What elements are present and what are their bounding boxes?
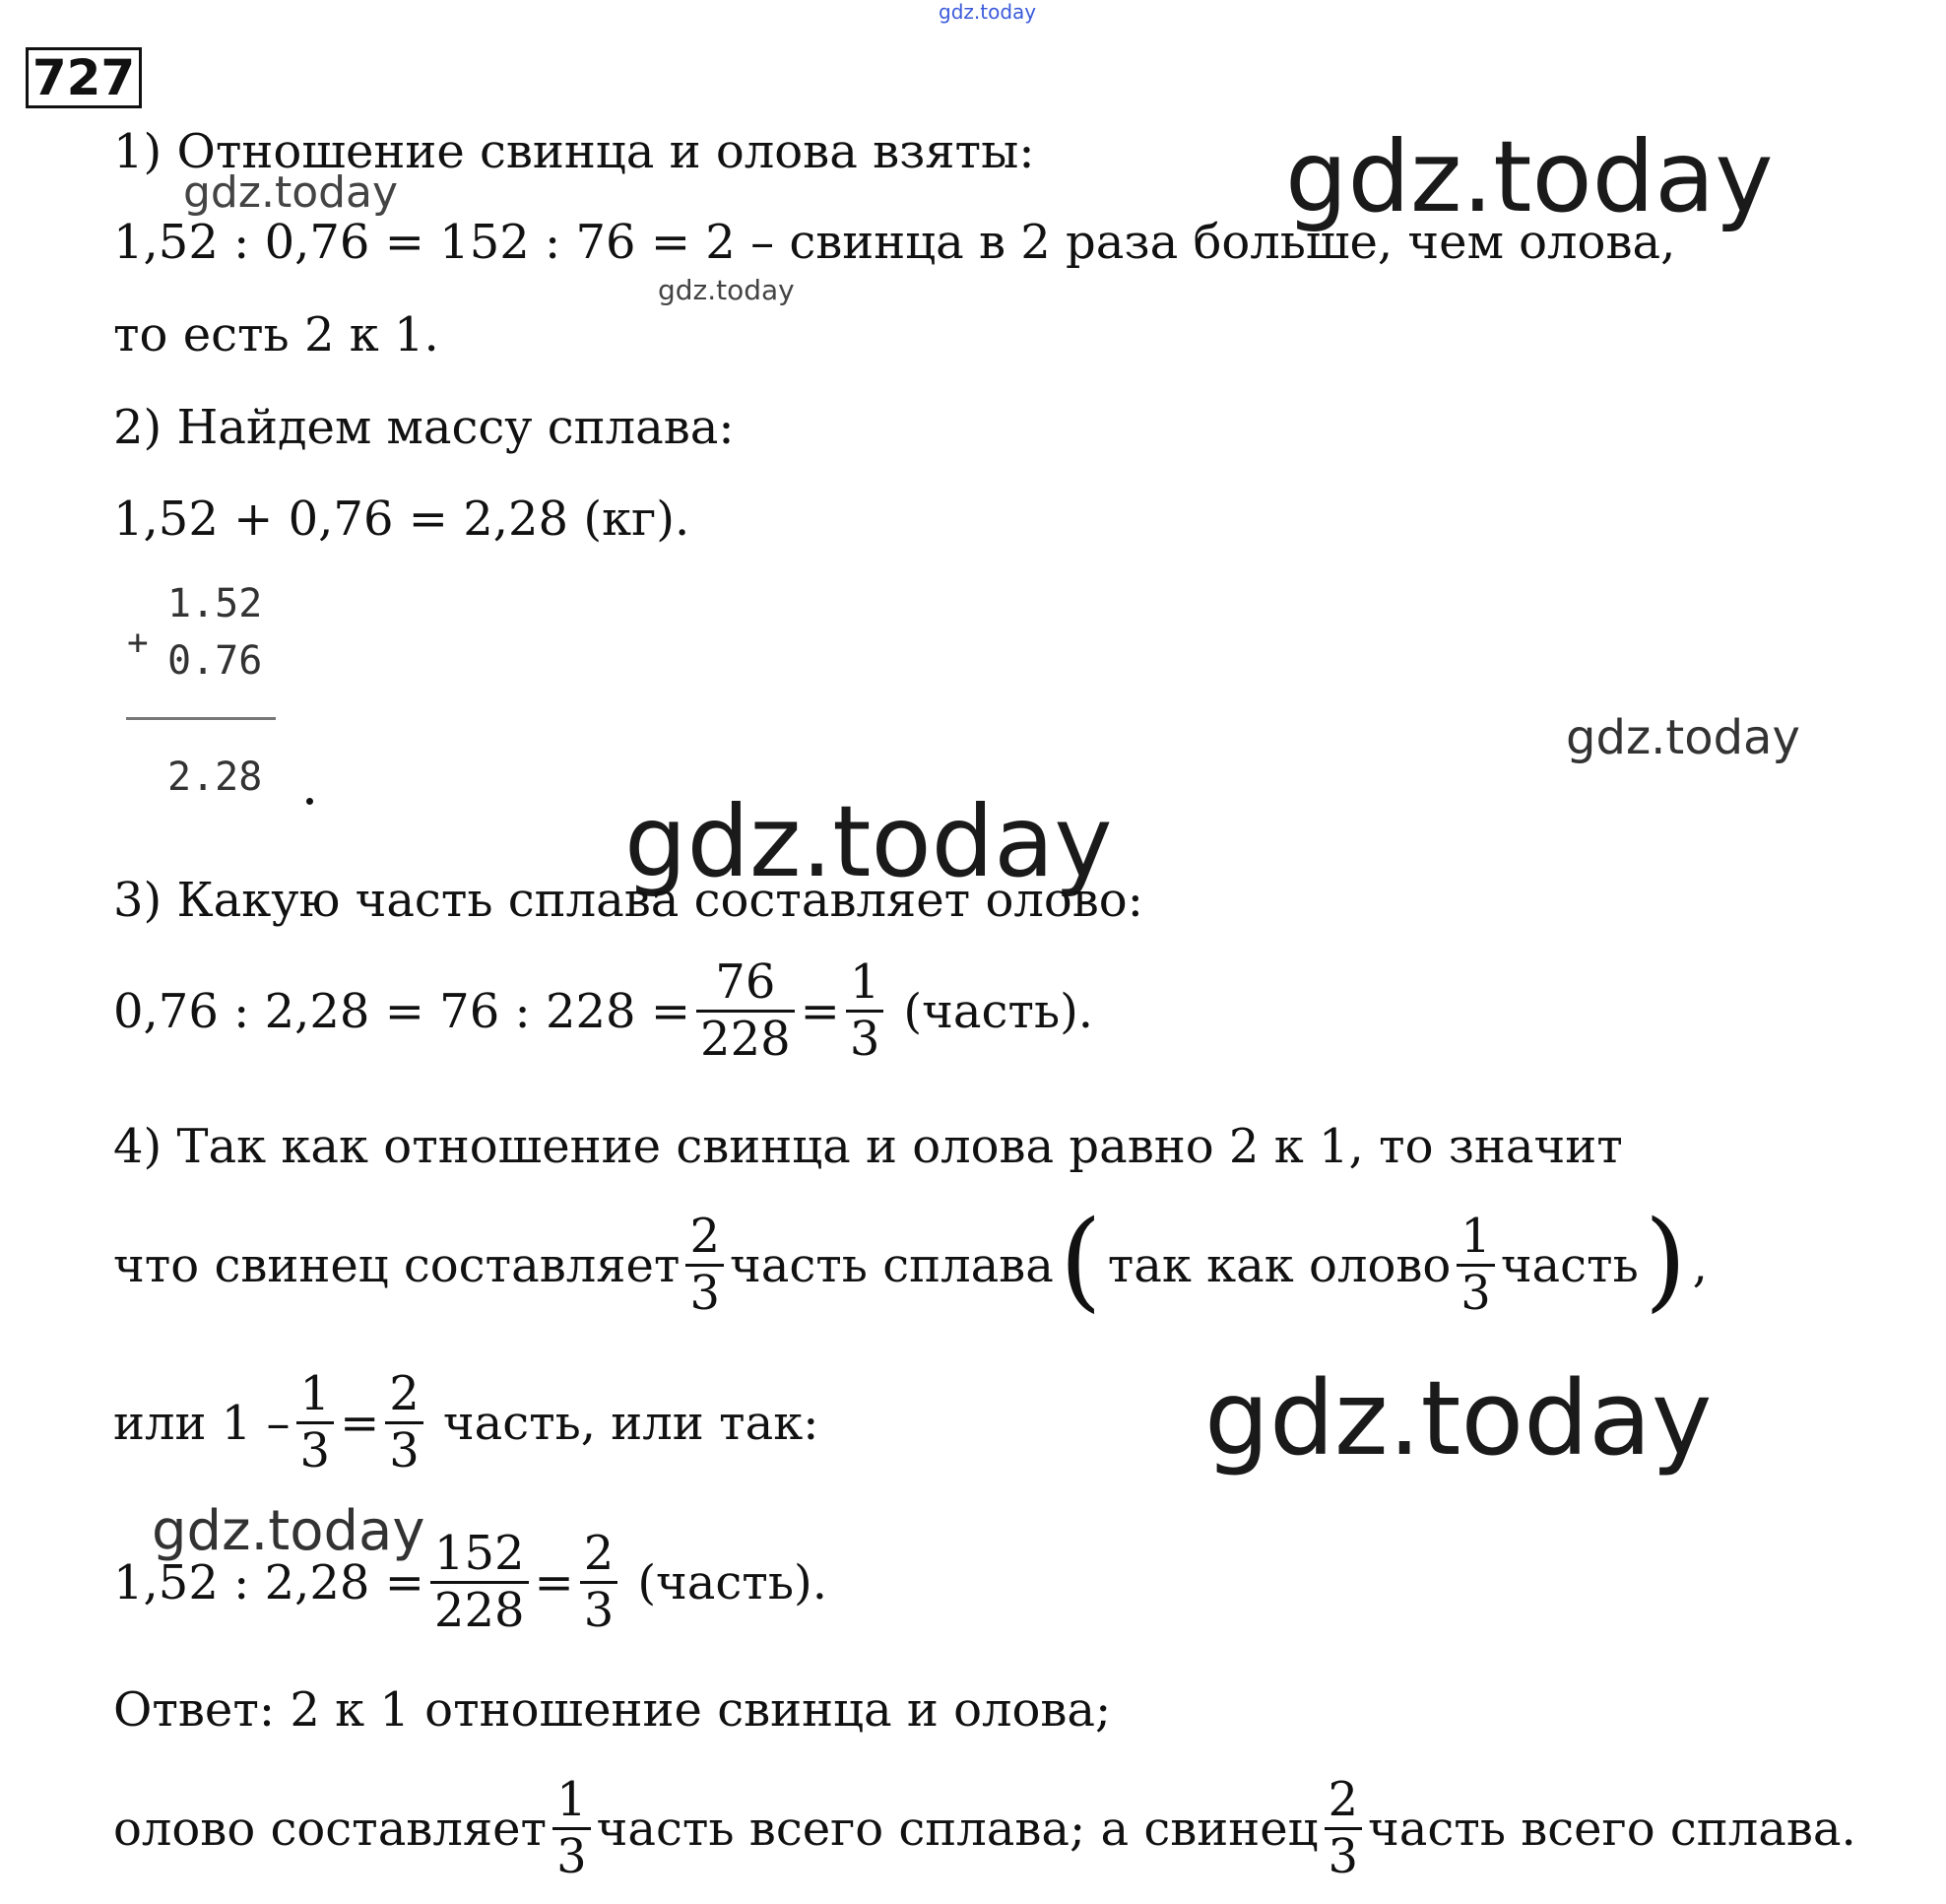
fraction-denominator: 3 [552, 1827, 591, 1884]
step3-calc-left: 0,76 : 2,28 = 76 : 228 = [113, 983, 691, 1039]
fraction-numerator: 76 [715, 954, 776, 1010]
fraction-denominator: 3 [846, 1010, 884, 1067]
step1-cont: то есть 2 к 1. [113, 307, 439, 362]
step4-l2-c: так как олово [1107, 1237, 1452, 1293]
fraction-denominator: 3 [580, 1581, 618, 1638]
watermark: gdz.today [152, 1499, 425, 1563]
step2-calc: 1,52 + 0,76 = 2,28 (кг). [113, 492, 690, 547]
fraction-1-3 [846, 955, 884, 1067]
step4-l4-a: 1,52 : 2,28 = [113, 1554, 424, 1610]
fraction-denominator: 3 [685, 1264, 724, 1321]
equals-sign: = [800, 983, 840, 1039]
step4-l2-d: часть [1500, 1237, 1639, 1293]
fraction-2-3 [385, 1367, 423, 1478]
watermark: gdz.today [1204, 1358, 1713, 1478]
addend-1: 1.52 [167, 581, 263, 626]
sum-result: 2.28 [167, 755, 263, 800]
fraction-denominator: 228 [430, 1581, 529, 1638]
answer-line2 [113, 1773, 1856, 1884]
step4-l2-a: что свинец составляет [113, 1237, 681, 1293]
fraction-1-3 [552, 1773, 591, 1884]
close-paren: ) [1644, 1196, 1687, 1323]
step4-l3-a: или 1 – [113, 1395, 291, 1451]
fraction-numerator: 1 [556, 1772, 587, 1827]
fraction-76-228 [696, 955, 795, 1067]
fraction-numerator: 2 [689, 1209, 721, 1264]
answer-l2-b: часть всего сплава; а свинец [596, 1801, 1319, 1857]
step3-tail: (часть). [903, 983, 1094, 1039]
step3-heading-text: 3) Какую часть сплава составляет олово: [113, 873, 1143, 928]
period-dot [306, 798, 313, 805]
addend-2: 0.76 [167, 638, 263, 684]
step4-l2-e: , [1692, 1237, 1708, 1293]
answer-l2-a: олово составляет [113, 1801, 548, 1857]
step4-l2-b: часть сплава [730, 1237, 1054, 1293]
equals-sign: = [534, 1554, 574, 1610]
step4-line2 [113, 1196, 1708, 1323]
plus-sign: + [127, 623, 149, 663]
fraction-152-228 [430, 1527, 529, 1638]
fraction-numerator: 2 [389, 1366, 420, 1421]
watermark: gdz.today [1566, 710, 1800, 765]
fraction-1-3 [1457, 1210, 1495, 1321]
step3-calc [113, 955, 1093, 1067]
problem-number: 727 [26, 47, 142, 108]
step4-line1: 4) Так как отношение свинца и олова равно 2 к 1, то значит [113, 1119, 1623, 1174]
fraction-numerator: 152 [433, 1526, 525, 1581]
fraction-2-3 [685, 1210, 724, 1321]
step4-l4-b: (часть). [637, 1554, 827, 1610]
step4-l3-b: часть, или так: [442, 1395, 819, 1451]
watermark: gdz.today [1285, 119, 1774, 234]
fraction-numerator: 2 [583, 1526, 615, 1581]
step4-line3 [113, 1367, 818, 1478]
fraction-numerator: 1 [849, 954, 880, 1010]
answer-line1: Ответ: 2 к 1 отношение свинца и олова; [113, 1682, 1112, 1738]
column-addition [123, 581, 281, 808]
watermark: gdz.today [624, 784, 1113, 899]
sum-line [126, 717, 276, 720]
step4-line4 [113, 1527, 827, 1638]
fraction-2-3 [580, 1527, 618, 1638]
step1-heading: 1) Отношение свинца и олова взяты: [113, 124, 1035, 179]
fraction-numerator: 1 [299, 1366, 331, 1421]
open-paren: ( [1059, 1196, 1102, 1323]
fraction-numerator: 1 [1460, 1209, 1491, 1264]
step2-heading: 2) Найдем массу сплава: [113, 400, 735, 455]
fraction-2-3 [1325, 1773, 1363, 1884]
fraction-1-3 [296, 1367, 335, 1478]
step1-calc: 1,52 : 0,76 = 152 : 76 = 2 – свинца в 2 раза больше, чем олова, [113, 215, 1676, 270]
equals-sign: = [340, 1395, 380, 1451]
watermark: gdz.today [658, 274, 795, 306]
watermark-top: gdz.today [939, 0, 1037, 24]
fraction-denominator: 3 [1325, 1827, 1363, 1884]
fraction-denominator: 228 [696, 1010, 795, 1067]
answer-l2-c: часть всего сплава. [1368, 1801, 1856, 1857]
watermark: gdz.today [183, 167, 399, 218]
fraction-denominator: 3 [1457, 1264, 1495, 1321]
step3-heading [113, 873, 1143, 928]
fraction-numerator: 2 [1328, 1772, 1359, 1827]
fraction-denominator: 3 [385, 1421, 423, 1478]
fraction-denominator: 3 [296, 1421, 335, 1478]
